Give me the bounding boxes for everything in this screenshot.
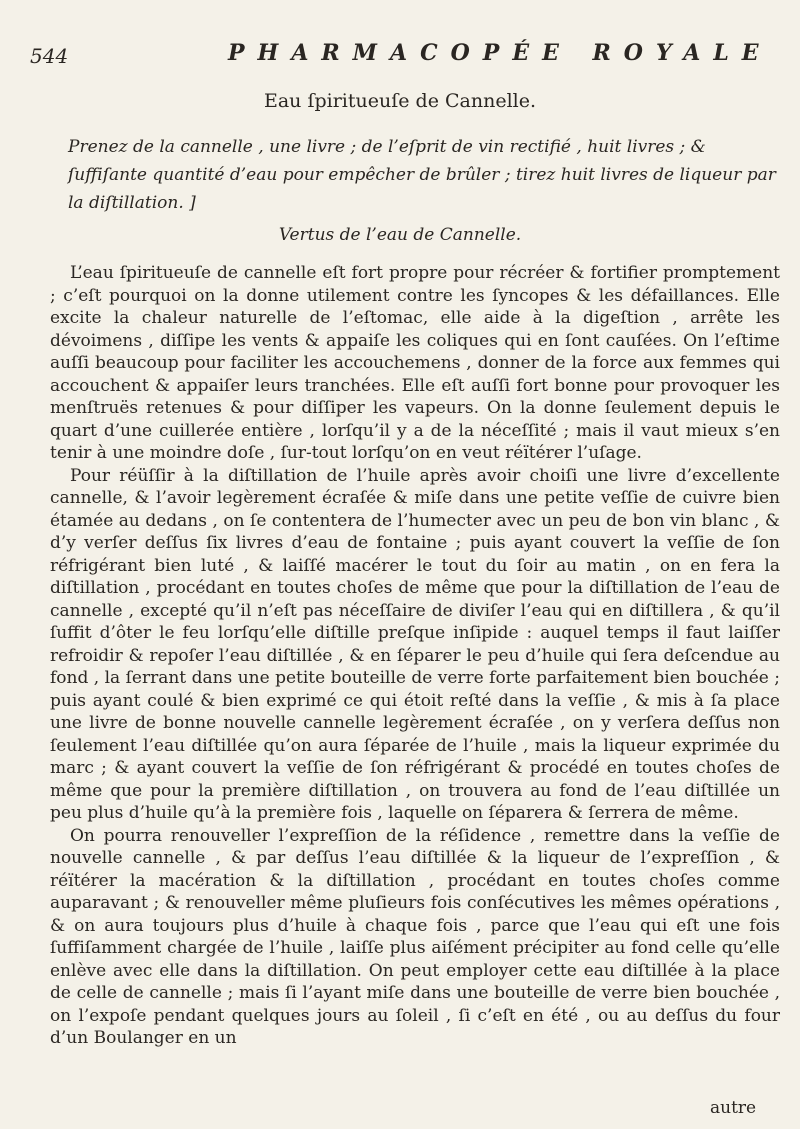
body-text xyxy=(50,262,780,1050)
running-title: PHARMACOPÉE ROYALE xyxy=(228,40,772,66)
section-title: Eau ſpiritueuſe de Cannelle. xyxy=(263,90,537,112)
page-header xyxy=(30,38,775,70)
paragraph: L’eau ſpiritueuſe de cannelle eſt fort propre pour récréer & fortifier promptement ; c’eſt pourquoi on la donne utilement contre les ſyncopes & les défaillances. Elle excite la chaleur naturelle de l’eſtomac, elle aide à la digeſtion , arrête les dévoimens , diſſipe les vents & appaiſe les coliques qui en ſont cauſées. On l’eſtime auſſi beaucoup pour faciliter les accouchemens , donner de la force aux femmes qui accouchent & appaiſer leurs tranchées. Elle eſt auſſi fort bonne pour provoquer les menſtruës retenues & pour diſſiper les vapeurs. On la donne ſeulement depuis le quart d’une cuillerée entière , lorſqu’il y a de la néceſſité ; mais il vaut mieux s’en tenir à une moindre doſe , ſur-tout lorſqu’on en veut réïtérer l’uſage. xyxy=(50,263,780,463)
catchword: autre xyxy=(710,1098,757,1118)
page-number: 544 xyxy=(30,44,69,68)
paragraph: On pourra renouveller l’expreſſion de la réſidence , remettre dans la veſſie de nouvelle cannelle , & par deſſus l’eau diſtillée & la liqueur de l’expreſſion , & réïtérer la macération & la diſtillation , procédant en toutes choſes comme auparavant ; & renouveller même pluſieurs fois conſécutives les mêmes opérations , & on aura toujours plus d’huile à chaque fois , parce que l’eau qui eſt une fois ſuffiſamment chargée de l’huile , laiſſe plus aiſément précipiter au fond celle qu’elle enlève avec elle dans la diſtillation. On peut employer cette eau diſtillée à la place de celle de cannelle ; mais ſi l’ayant miſe dans une bouteille de verre bien bouchée , on l’expoſe pendant quelques jours au ſoleil , ſi c’eſt en été , ou au deſſus du four d’un Boulanger en un xyxy=(50,825,780,1048)
virtues-heading: Vertus de l’eau de Cannelle. xyxy=(278,225,522,245)
paragraph: Pour réüſſir à la diſtillation de l’huile après avoir choiſi une livre d’excellente cannelle, & l’avoir legèrement écraſée & miſe dans une petite veſſie de cuivre bien étamée au dedans , on ſe contentera de l’humecter avec un peu de bon vin blanc , & d’y verſer deſſus ſix livres d’eau de fontaine ; puis ayant couvert la veſſie de ſon réfrigérant bien luté , & laiſſé macérer le tout du ſoir au matin , on en fera la diſtillation , procédant en toutes choſes de même que pour la diſtillation de l’eau de cannelle , excepté qu’il n’eſt pas néceſſaire de diviſer l’eau qui en diſtillera , & qu’il ſuffit d’ôter le feu lorſqu’elle diſtille preſque inſipide : auquel temps il faut laiſſer refroidir & repoſer l’eau diſtillée , & en ſéparer le peu d’huile qui ſera deſcendue au fond , la ſerrant dans une petite bouteille de verre forte parfaitement bien bouchée ; puis ayant coulé & bien exprimé ce qui étoit reſté dans la veſſie , & mis à ſa place une livre de bonne nouvelle cannelle legèrement écraſée , on y verſera deſſus non ſeulement l’eau diſtillée qu’on aura ſéparée de l’huile , mais la liqueur exprimée du marc ; & ayant couvert la veſſie de ſon réfrigérant & procédé en toutes choſes de même que pour la première diſtillation , on trouvera au fond de l’eau diſtillée un peu plus d’huile qu’à la première fois , laquelle on ſéparera & ſerrera de même. xyxy=(50,465,780,823)
recipe-text: Prenez de la cannelle , une livre ; de l’eſprit de vin rectifié , huit livres ; & ſuffiſante quantité d’eau pour empêcher de brûler ; tirez huit livres de liqueur par la diſtillation. ] xyxy=(68,137,776,213)
